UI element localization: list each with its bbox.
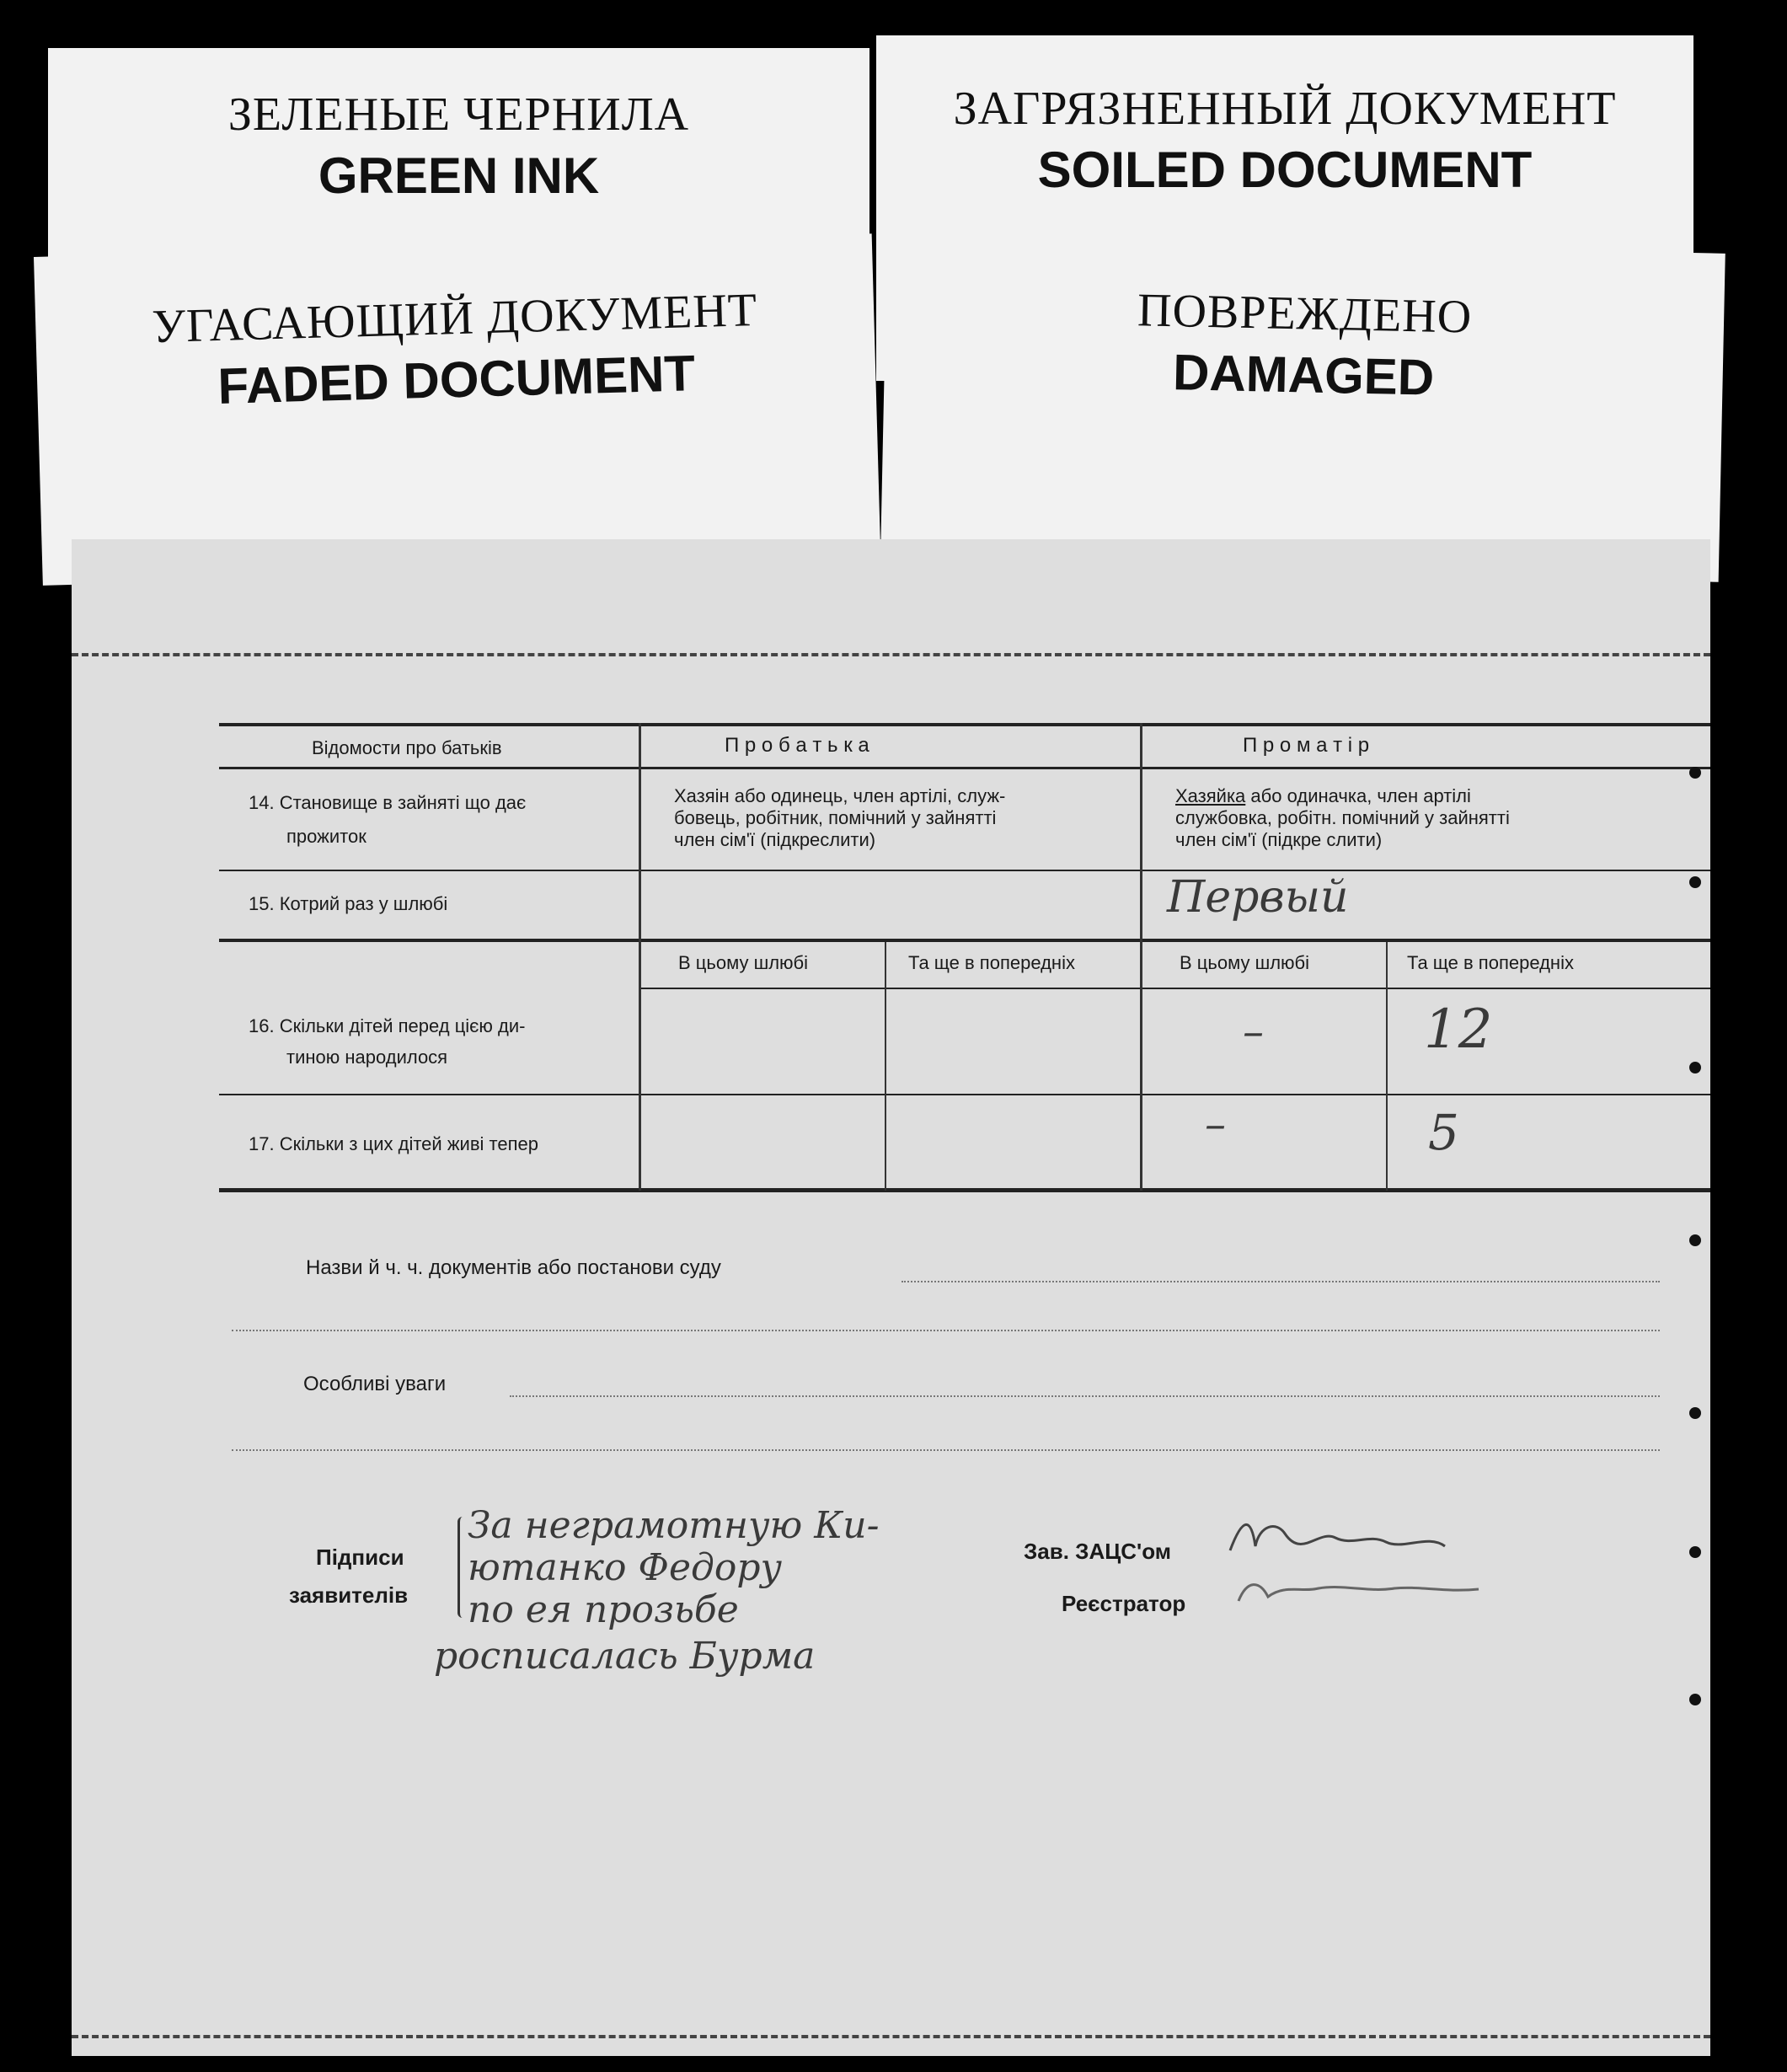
row14-father-line1: Хазяін або одинець, член артілі, служ- bbox=[674, 785, 1006, 806]
row17-label: 17. Скільки з цих дітей живі тепер bbox=[249, 1133, 538, 1154]
documents-label: Назви й ч. ч. документів або постанови суду bbox=[306, 1256, 721, 1279]
binder-hole bbox=[1689, 1694, 1701, 1705]
row14-label-line2: прожиток bbox=[286, 826, 366, 847]
remarks-label: Особливі уваги bbox=[303, 1373, 447, 1395]
row16-label-line1: 16. Скільки дітей перед цією ди- bbox=[249, 1015, 526, 1036]
header-parents: Відомости про батьків bbox=[312, 737, 502, 758]
table-bottom-rule bbox=[219, 1188, 1710, 1192]
row15-mother-value: Первый bbox=[1167, 872, 1349, 923]
card-faded-ru: УГАСАЮЩИЙ ДОКУМЕНТ bbox=[151, 284, 758, 354]
col-divider-father-mother bbox=[1140, 723, 1142, 1191]
form-sheet bbox=[72, 539, 1710, 2056]
card-faded-en: FADED DOCUMENT bbox=[217, 345, 696, 415]
table-header-rule bbox=[219, 767, 1710, 769]
binder-hole bbox=[1689, 1407, 1701, 1419]
head-label: Зав. ЗАЦС'ом bbox=[1024, 1539, 1171, 1564]
signatures-label-line1: Підписи bbox=[316, 1545, 404, 1570]
subheader-mother-prev: Та ще в попередніх bbox=[1407, 952, 1574, 973]
row14-label-line1: 14. Становище в зайняті що дає bbox=[249, 792, 527, 813]
card-green-ink-ru: ЗЕЛЕНЫЕ ЧЕРНИЛА bbox=[227, 88, 690, 141]
row17-mother-prev: 5 bbox=[1428, 1104, 1459, 1161]
row14-mother-line3: член сім'ї (підкре слити) bbox=[1175, 829, 1383, 850]
binder-hole bbox=[1689, 1234, 1701, 1246]
card-soiled-ru: ЗАГРЯЗНЕННЫЙ ДОКУМЕНТ bbox=[953, 83, 1617, 135]
remarks-dotline-1 bbox=[510, 1395, 1660, 1397]
card-damaged bbox=[880, 236, 1725, 582]
card-faded-document bbox=[34, 233, 881, 586]
signature-hand-line3: по ея прозьбе bbox=[468, 1588, 739, 1631]
registrar-label: Реєстратор bbox=[1062, 1591, 1186, 1616]
row14-mother-underlined: Хазяйка bbox=[1175, 785, 1246, 806]
row16-mother-prev: 12 bbox=[1424, 999, 1493, 1061]
remarks-dotline-2 bbox=[232, 1449, 1660, 1451]
signatures-label-line2: заявителів bbox=[289, 1582, 409, 1608]
binder-hole bbox=[1689, 1062, 1701, 1073]
row16-mother-this: – bbox=[1243, 1007, 1264, 1056]
row14-father-line3: член сім'ї (підкреслити) bbox=[674, 829, 876, 850]
documents-dotline-2 bbox=[232, 1330, 1660, 1331]
signature-hand-line4: росписалась Бурма bbox=[434, 1635, 816, 1678]
subheader-rule bbox=[640, 988, 1710, 989]
row16-label-line2: тиною народилося bbox=[286, 1047, 448, 1068]
row15-label: 15. Котрий раз у шлюбі bbox=[249, 893, 448, 914]
signature-hand-line2: ютанко Федору bbox=[468, 1546, 783, 1589]
documents-dotline-1 bbox=[902, 1281, 1660, 1282]
row15-rule bbox=[219, 939, 1710, 942]
col-divider-label bbox=[639, 723, 641, 1191]
card-damaged-ru: ПОВРЕЖДЕНО bbox=[1137, 284, 1473, 344]
row14-rule bbox=[219, 870, 1710, 871]
card-damaged-en: DAMAGED bbox=[1172, 344, 1435, 406]
row17-mother-this: – bbox=[1205, 1100, 1226, 1148]
header-mother: П р о м а т і р bbox=[1243, 734, 1370, 757]
card-green-ink-en: GREEN INK bbox=[318, 147, 600, 204]
card-soiled-en: SOILED DOCUMENT bbox=[1037, 142, 1533, 198]
table-top-rule bbox=[219, 723, 1710, 726]
signature-scribbles bbox=[1226, 1508, 1495, 1626]
binder-hole bbox=[1689, 767, 1701, 779]
binder-hole bbox=[1689, 1546, 1701, 1558]
signature-hand-line1: За неграмотную Ки- bbox=[468, 1504, 880, 1547]
row14-mother-line1 bbox=[1175, 785, 1471, 807]
row16-rule bbox=[219, 1094, 1710, 1095]
perforation-bottom bbox=[72, 2035, 1710, 2038]
subheader-mother-this: В цьому шлюбі bbox=[1180, 952, 1310, 973]
row14-mother-line1-rest: або одиначка, член артілі bbox=[1250, 785, 1471, 806]
header-father: П р о б а т ь к а bbox=[725, 734, 869, 757]
col-divider-mother-sub bbox=[1386, 942, 1388, 1191]
binder-hole bbox=[1689, 876, 1701, 888]
subheader-father-this: В цьому шлюбі bbox=[678, 952, 809, 973]
row14-father-line2: бовець, робітник, помічний у зайнятті bbox=[674, 807, 997, 828]
subheader-father-prev: Та ще в попередніх bbox=[908, 952, 1075, 973]
col-divider-father-sub bbox=[885, 942, 886, 1191]
row14-mother-line2: службовка, робітн. помічний у зайнятті bbox=[1175, 807, 1510, 828]
perforation-top bbox=[72, 653, 1710, 656]
